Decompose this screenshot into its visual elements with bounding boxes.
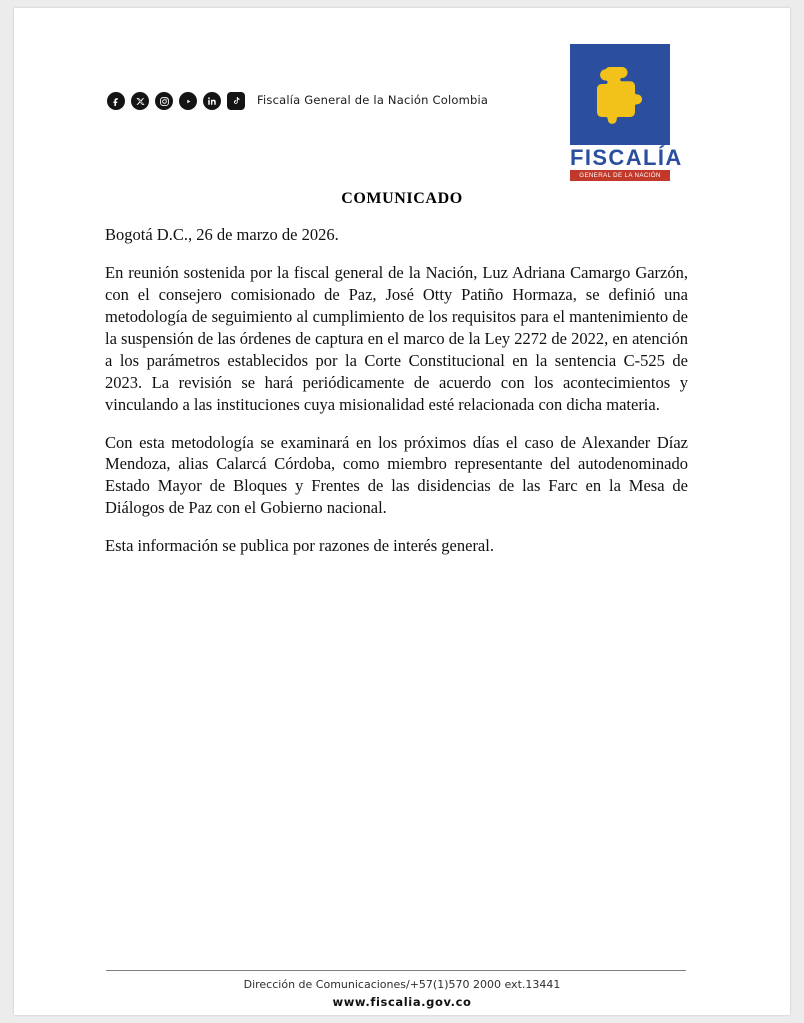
paragraph-2: Con esta metodología se examinará en los próximos días el caso de Alexander Díaz Mendoza, alias Calarcá Córdoba, como miembro representante del autodenominado Estado Mayor de Bloques y Frentes de las disidencias de las Farc en la Mesa de Diálogos de Paz con el Gobierno nacional. [105, 432, 688, 518]
youtube-icon[interactable] [179, 92, 197, 110]
paragraph-1: En reunión sostenida por la fiscal general de la Nación, Luz Adriana Camargo Garzón, con el consejero comisionado de Paz, José Otty Patiño Hormaza, se definió una metodología de seguimiento al cumplimiento de los requisitos para el mantenimiento de la suspensión de las órdenes de captura en el marco de la Ley 2272 de 2022, en atención a los parámetros establecidos por la Corte Constitucional en la sentencia C-525 de 2023. La revisión se hará periódicamente de acuerdo con los acontecimientos y vinculando a las instituciones cuya misionalidad esté relacionada con dicha materia. [105, 262, 688, 414]
document-body [105, 224, 688, 557]
paragraph-3: Esta información se publica por razones de interés general. [105, 536, 494, 556]
linkedin-icon[interactable] [203, 92, 221, 110]
facebook-icon[interactable] [107, 92, 125, 110]
logo-wordmark: FISCALÍA [570, 145, 683, 170]
dateline: Bogotá D.C., 26 de marzo de 2026. [105, 225, 339, 244]
puzzle-piece-icon [596, 65, 644, 125]
tiktok-icon[interactable] [227, 92, 245, 110]
footer-divider [106, 970, 686, 971]
x-twitter-icon[interactable] [131, 92, 149, 110]
document-header [14, 8, 790, 183]
footer-website[interactable]: www.fiscalia.gov.co [332, 995, 472, 1009]
social-icons-row [107, 92, 245, 110]
fiscalia-logo [570, 44, 683, 179]
instagram-icon[interactable] [155, 92, 173, 110]
page-title: COMUNICADO [341, 190, 463, 207]
logo-blue-block [570, 44, 670, 145]
document-page [14, 8, 790, 1015]
header-organization-name: Fiscalía General de la Nación Colombia [257, 93, 489, 107]
footer-contact: Dirección de Comunicaciones/+57(1)570 2000 ext.13441 [243, 978, 561, 991]
logo-sub-wordmark: GENERAL DE LA NACIÓN [570, 170, 670, 181]
